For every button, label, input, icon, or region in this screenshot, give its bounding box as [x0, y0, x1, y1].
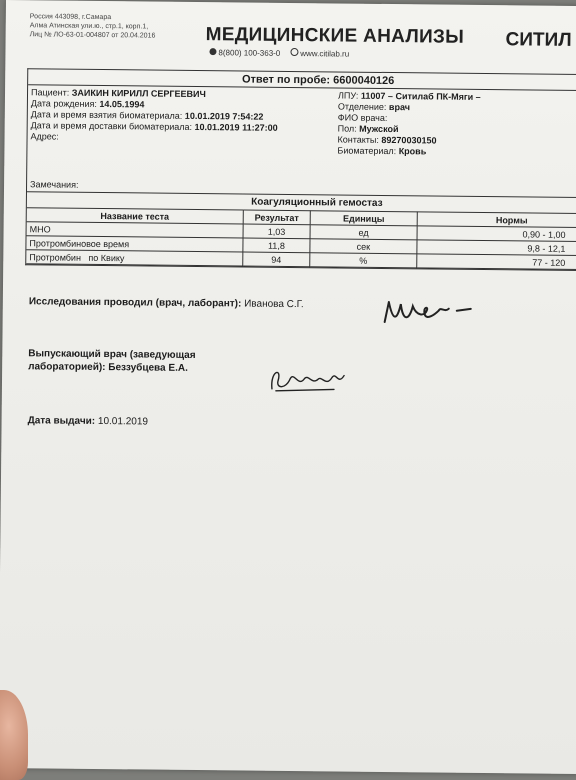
- issuer-label-line2: лабораторией):: [28, 361, 106, 374]
- performed-label: Исследования проводил (врач, лаборант):: [28, 296, 242, 310]
- issue-date-label: Дата выдачи:: [27, 415, 96, 427]
- test-norm: 77 - 120: [417, 254, 576, 270]
- delivered-datetime: 10.01.2019 11:27:00: [194, 121, 278, 133]
- lab-address: [30, 12, 210, 41]
- globe-icon: [290, 48, 298, 56]
- lpu-label: ЛПУ:: [337, 90, 359, 101]
- patient-name: ЗАИКИН КИРИЛЛ СЕРГЕЕВИЧ: [71, 87, 206, 100]
- lab-contacts: [209, 47, 349, 58]
- collected-datetime: 10.01.2019 7:54:22: [184, 110, 264, 122]
- address-label: Адрес:: [30, 131, 59, 142]
- results-section-title: Коагуляционный гемостаз: [27, 191, 576, 213]
- issuer-name: Беззубцева Е.А.: [108, 362, 188, 374]
- test-name: Протромбиновое время: [26, 236, 243, 252]
- test-unit: ед: [310, 225, 417, 240]
- address-line: Россия 443098, г.Самара: [29, 13, 112, 22]
- test-norm: 0,90 - 1,00: [417, 226, 576, 242]
- dept-value: врач: [388, 102, 411, 113]
- contacts-label: Контакты:: [337, 134, 379, 145]
- patient-dob: 14.05.1994: [99, 98, 145, 110]
- test-result: 11,8: [243, 238, 310, 253]
- lab-website: www.citilab.ru: [300, 49, 350, 59]
- contacts-value: 89270030150: [381, 134, 437, 146]
- doctor-signature: [264, 361, 354, 398]
- phone-icon: [209, 48, 216, 55]
- lab-phone: 8(800) 100-363-0: [218, 47, 281, 58]
- document-title: МЕДИЦИНСКИЕ АНАЛИЗЫ: [205, 24, 465, 48]
- patient-info: [27, 85, 576, 197]
- remarks-label: Замечания:: [30, 179, 79, 190]
- issue-date-line: [28, 415, 149, 427]
- delivered-label: Дата и время доставки биоматериала:: [30, 120, 193, 132]
- test-unit: %: [310, 253, 417, 268]
- test-result: 94: [243, 252, 310, 267]
- test-name: Протромбин по Квику: [26, 250, 243, 266]
- dob-label: Дата рождения:: [30, 98, 97, 109]
- report-frame: [25, 68, 576, 271]
- issuing-doctor: [28, 347, 196, 375]
- issue-date: 10.01.2019: [97, 415, 149, 428]
- results-table: [26, 207, 576, 270]
- col-test-name: Название теста: [27, 208, 244, 224]
- lpu-value: 11007 – Ситилаб ПК-Мяги –: [360, 90, 481, 102]
- address-line: Лиц № ЛО-63-01-004807 от 20.04.2016: [29, 31, 156, 40]
- test-name: МНО: [27, 222, 244, 238]
- technician-signature: [375, 292, 485, 333]
- sample-label: Ответ по пробе:: [241, 73, 331, 87]
- collected-label: Дата и время взятия биоматериала:: [30, 109, 183, 121]
- biomaterial-value: Кровь: [398, 146, 427, 157]
- patient-label: Пациент:: [30, 87, 70, 98]
- doctor-label: ФИО врача:: [337, 112, 388, 124]
- col-result: Результат: [243, 210, 310, 225]
- col-norms: Нормы: [417, 212, 576, 228]
- col-units: Единицы: [310, 211, 417, 226]
- address-line: Алма Атинская ули.ю., стр.1, корп.1,: [29, 22, 149, 31]
- biomaterial-label: Биоматериал:: [337, 145, 397, 157]
- test-result: 1,03: [243, 224, 310, 239]
- performed-by: Иванова С.Г.: [244, 298, 304, 311]
- issuer-label-line1: Выпускающий врач (заведующая: [28, 348, 196, 362]
- sex-value: Мужской: [359, 123, 399, 135]
- performed-by-line: [29, 296, 304, 310]
- dept-label: Отделение:: [337, 101, 387, 112]
- brand-name: СИТИЛ: [505, 29, 572, 51]
- sex-label: Пол:: [337, 123, 357, 134]
- test-unit: сек: [310, 239, 417, 254]
- sample-number: 6600040126: [333, 74, 395, 88]
- test-norm: 9,8 - 12,1: [417, 240, 576, 256]
